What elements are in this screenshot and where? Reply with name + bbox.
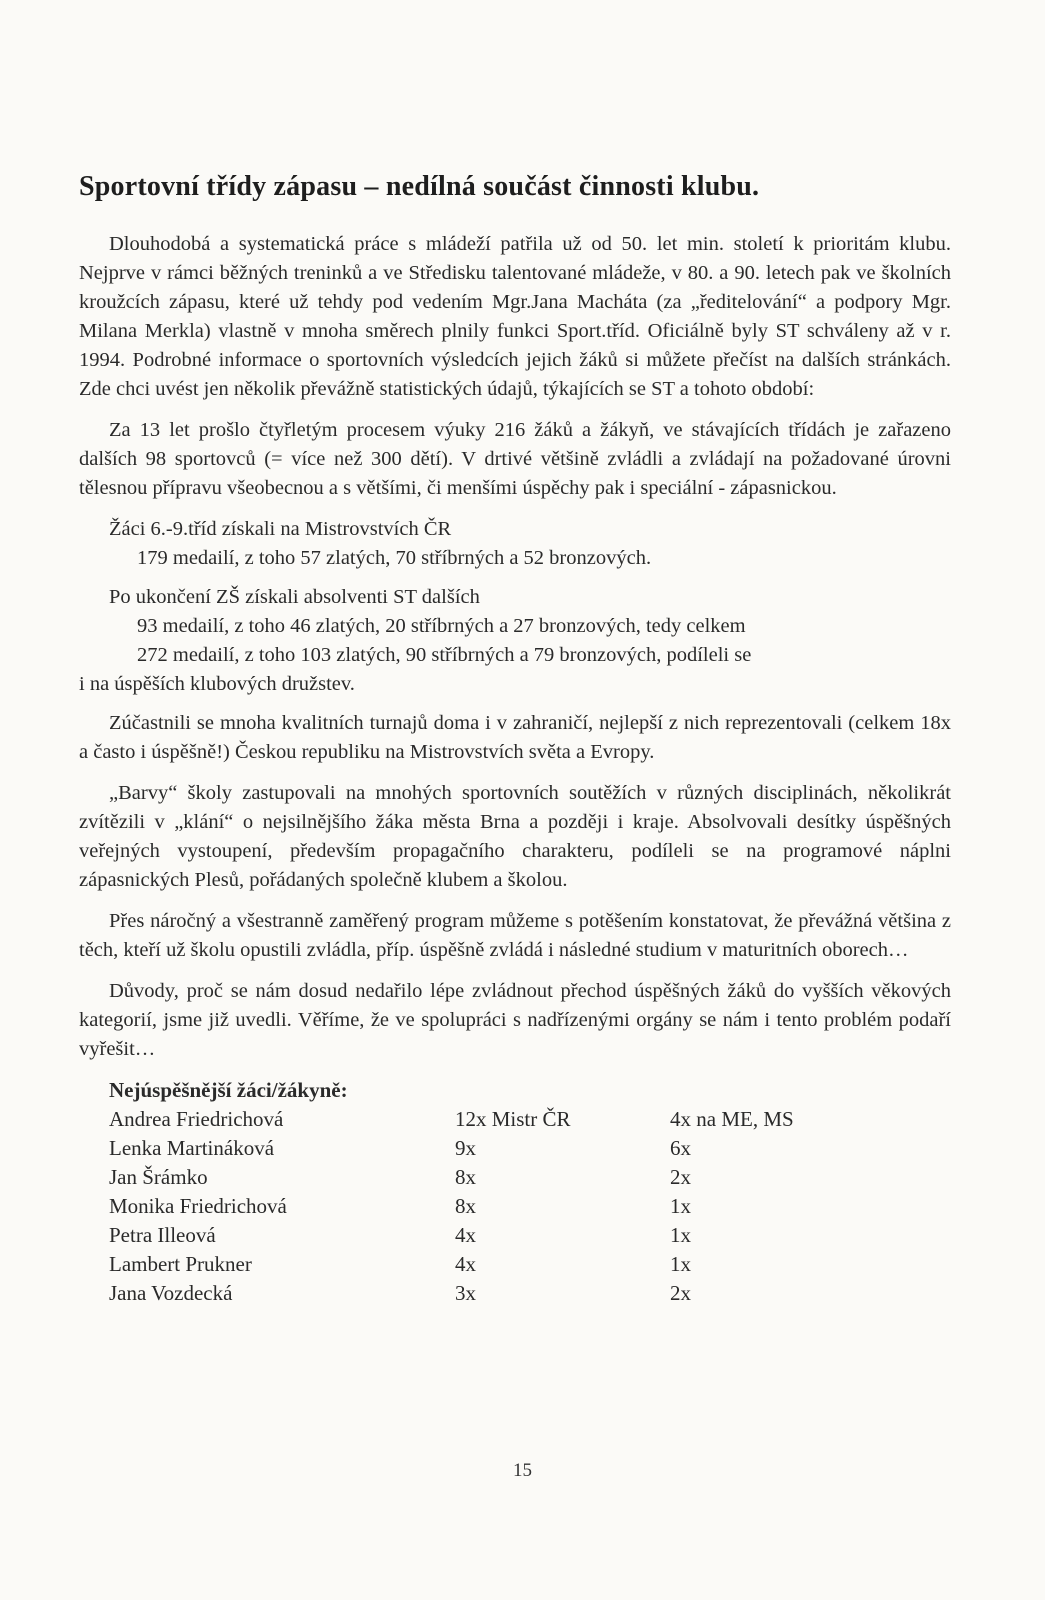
table-row bbox=[109, 1192, 870, 1221]
paragraph-tournaments: Zúčastnili se mnoha kvalitních turnajů doma i v zahraničí, nejlepší z nich reprezentovali (celkem 18x a často i úspěšně!) Českou republiku na Mistrovstvích světa a Evropy. bbox=[79, 712, 951, 763]
paragraph-students: Za 13 let prošlo čtyřletým procesem výuky 216 žáků a žákyň, ve stávajících třídách je zařazeno dalších 98 sportovců (= více než 300 dětí). V drtivé většině zvládli a zvládají na požadované úrovni tělesnou přípravu všeobecnou a s většími, či menšími úspěchy pak i speciální - zápasnickou. bbox=[79, 419, 951, 499]
international-starts: 2x bbox=[670, 1281, 691, 1305]
medals-pupils-heading: Žáci 6.-9.tříd získali na Mistrovstvích ČR bbox=[109, 518, 452, 540]
table-row bbox=[109, 1163, 870, 1192]
medals-graduates-count: 93 medailí, z toho 46 zlatých, 20 stříbrných a 27 bronzových, tedy celkem bbox=[137, 615, 746, 637]
medals-team-note: i na úspěších klubových družstev. bbox=[79, 673, 355, 695]
international-starts: 6x bbox=[670, 1136, 691, 1160]
student-name: Andrea Friedrichová bbox=[109, 1107, 284, 1131]
best-students-heading: Nejúspěšnější žáci/žákyně: bbox=[109, 1078, 348, 1102]
medals-pupils-count: 179 medailí, z toho 57 zlatých, 70 stříbrných a 52 bronzových. bbox=[137, 547, 652, 569]
student-name: Monika Friedrichová bbox=[109, 1194, 287, 1218]
medals-graduates bbox=[79, 583, 951, 699]
national-titles: 9x bbox=[455, 1136, 476, 1160]
international-starts: 1x bbox=[670, 1194, 691, 1218]
international-starts: 2x bbox=[670, 1165, 691, 1189]
medals-graduates-heading: Po ukončení ZŠ získali absolventi ST dalších bbox=[109, 586, 480, 608]
student-name: Lambert Prukner bbox=[109, 1252, 252, 1276]
page-title: Sportovní třídy zápasu – nedílná součást činnosti klubu. bbox=[79, 171, 760, 202]
student-name: Petra Illeová bbox=[109, 1223, 216, 1247]
national-titles: 8x bbox=[455, 1194, 476, 1218]
paragraph-reasons: Důvody, proč se nám dosud nedařilo lépe zvládnout přechod úspěšných žáků do vyšších věkových kategorií, jsme již uvedli. Věříme, že ve spolupráci s nadřízenými orgány se nám i tento problém podaří vyřešit… bbox=[79, 980, 951, 1060]
national-titles: 4x bbox=[455, 1252, 476, 1276]
table-row bbox=[109, 1250, 870, 1279]
document-page bbox=[79, 170, 951, 1308]
page-number: 15 bbox=[513, 1460, 532, 1481]
table-row bbox=[109, 1105, 870, 1134]
international-starts: 1x bbox=[670, 1252, 691, 1276]
medals-total-count: 272 medailí, z toho 103 zlatých, 90 stříbrných a 79 bronzových, podíleli se bbox=[137, 644, 752, 666]
student-name: Lenka Martináková bbox=[109, 1136, 275, 1160]
paragraph-intro: Dlouhodobá a systematická práce s mládeží patřila už od 50. let min. století k prioritám klubu. Nejprve v rámci běžných treninků a ve Středisku talentované mládeže, v 80. a 90. letech pak ve školních kroužcích zápasu, které už tehdy pod vedením Mgr.Jana Macháta (za „ředitelování“ a podpory Mgr. Milana Merkla) vlastně v mnoha směrech plnily funkci Sport.tříd. Oficiálně byly ST schváleny až v r. 1994. Podrobné informace o sportovních výsledcích jejich žáků si můžete přečíst na dalších stránkách. Zde chci uvést jen několik převážně statistických údajů, týkajících se ST a tohoto období: bbox=[79, 233, 951, 400]
medals-pupils bbox=[79, 515, 951, 573]
paragraph-program: Přes náročný a všestranně zaměřený program můžeme s potěšením konstatovat, že převážná většina z těch, kteří už školu opustili zvládla, příp. úspěšně zvládá i následné studium v maturitních oborech… bbox=[79, 910, 951, 961]
best-students-table bbox=[109, 1105, 870, 1308]
table-row bbox=[109, 1279, 870, 1308]
paragraph-school-colors: „Barvy“ školy zastupovali na mnohých sportovních soutěžích v různých disciplinách, několikrát zvítězili v „klání“ o nejsilnějšího žáka města Brna a později i kraje. Absolvovali desítky úspěšných veřejných vystoupení, především propagačního charakteru, podíleli se na programové náplni zápasnických Plesů, pořádaných společně klubem a školou. bbox=[79, 782, 951, 891]
table-row bbox=[109, 1134, 870, 1163]
best-students-section bbox=[79, 1076, 951, 1308]
national-titles: 12x Mistr ČR bbox=[455, 1107, 571, 1131]
international-starts: 1x bbox=[670, 1223, 691, 1247]
national-titles: 8x bbox=[455, 1165, 476, 1189]
table-row bbox=[109, 1221, 870, 1250]
student-name: Jana Vozdecká bbox=[109, 1281, 233, 1305]
national-titles: 4x bbox=[455, 1223, 476, 1247]
national-titles: 3x bbox=[455, 1281, 476, 1305]
student-name: Jan Šrámko bbox=[109, 1165, 208, 1189]
international-starts: 4x na ME, MS bbox=[670, 1107, 794, 1131]
